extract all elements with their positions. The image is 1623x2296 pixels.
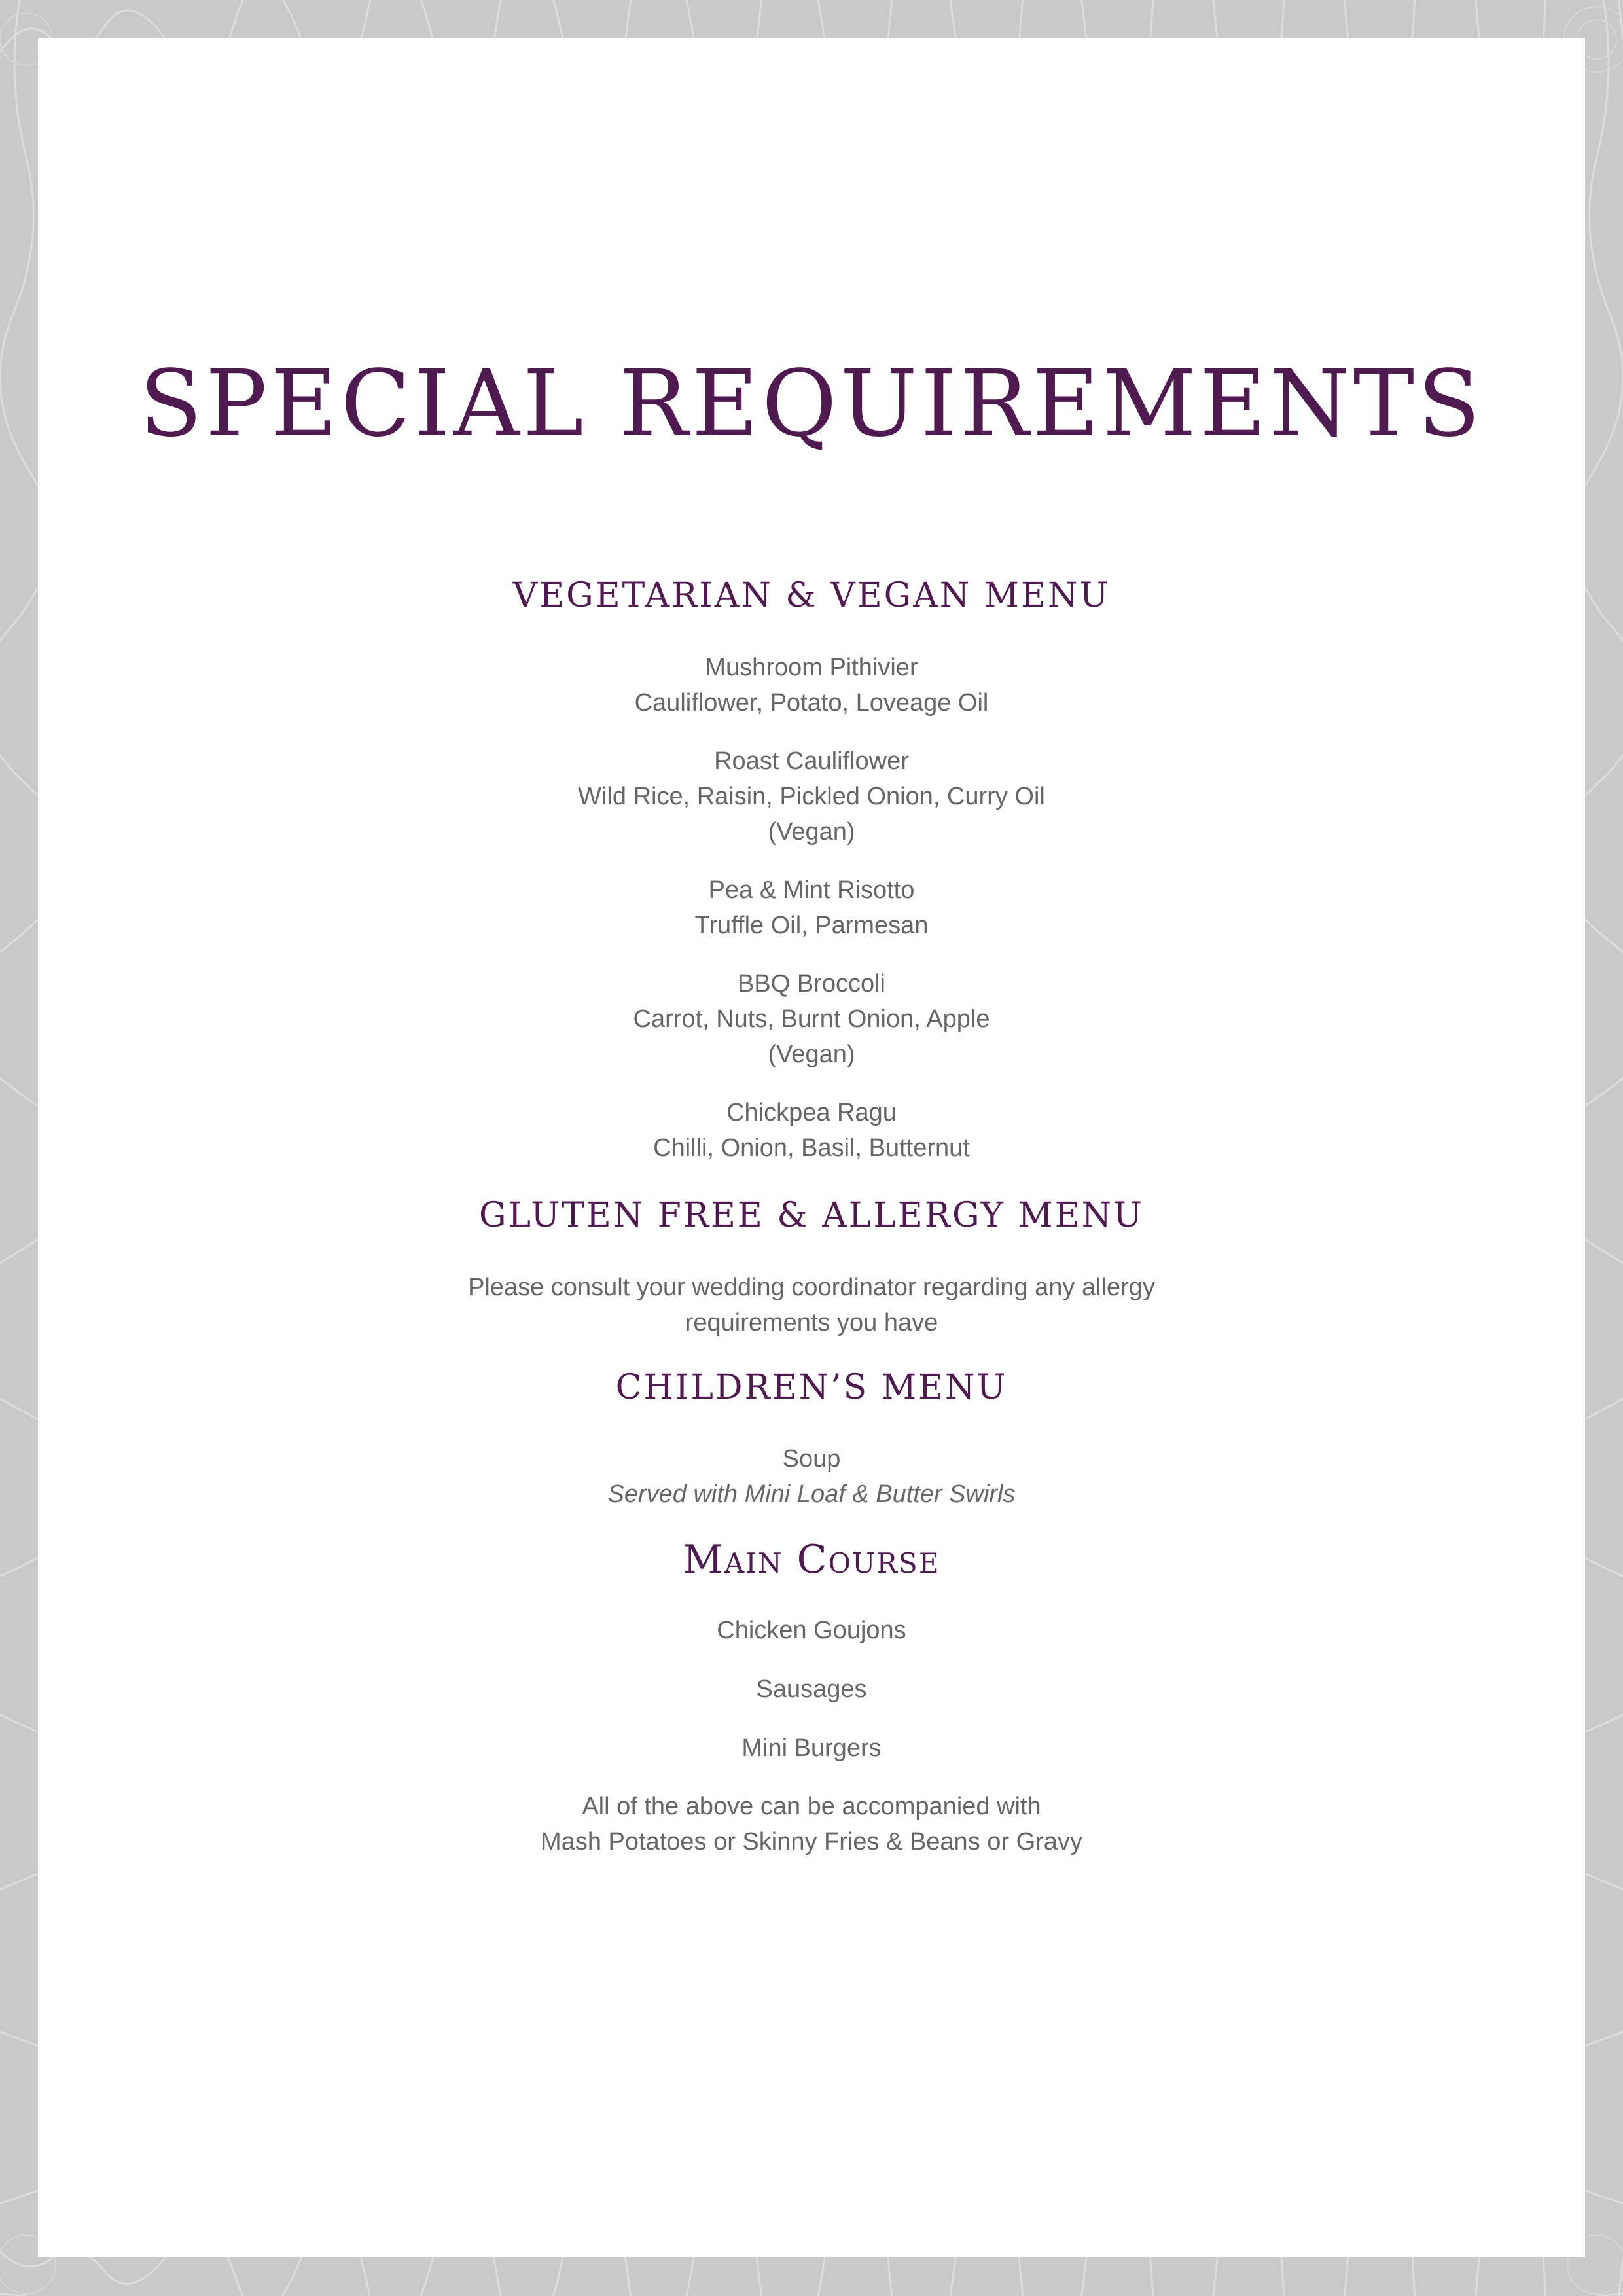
childrens-menu-heading: CHILDREN’S MENU <box>615 1368 1008 1407</box>
menu-item-name: Sausages <box>756 1676 867 1703</box>
gluten-free-text: requirements you have <box>685 1309 938 1336</box>
menu-item-description: Chilli, Onion, Basil, Butternut <box>653 1134 970 1162</box>
menu-item-description: Cauliflower, Potato, Loveage Oil <box>634 689 989 717</box>
main-course-note: Mash Potatoes or Skinny Fries & Beans or Gravy <box>541 1828 1082 1856</box>
main-course-heading: Main Course <box>683 1537 940 1583</box>
menu-item-name: Mushroom Pithivier <box>705 654 918 681</box>
menu-item-name: Chicken Goujons <box>717 1617 906 1644</box>
menu-item-note: (Vegan) <box>768 818 855 846</box>
menu-item-description: Served with Mini Loaf & Butter Swirls <box>607 1480 1016 1508</box>
vegetarian-vegan-heading: VEGETARIAN & VEGAN MENU <box>512 576 1111 615</box>
menu-item-description: Truffle Oil, Parmesan <box>694 912 929 939</box>
menu-item-name: BBQ Broccoli <box>738 970 885 997</box>
menu-item-note: (Vegan) <box>768 1041 855 1068</box>
main-course-note: All of the above can be accompanied with <box>582 1793 1041 1820</box>
menu-item-name: Mini Burgers <box>741 1734 882 1762</box>
gluten-free-text: Please consult your wedding coordinator regarding any allergy <box>468 1274 1155 1301</box>
menu-item-description: Wild Rice, Raisin, Pickled Onion, Curry Oil <box>578 783 1045 810</box>
menu-item-description: Carrot, Nuts, Burnt Onion, Apple <box>633 1005 990 1033</box>
menu-page <box>38 38 1585 2257</box>
page-title: SPECIAL REQUIREMENTS <box>139 351 1484 457</box>
menu-item-name: Pea & Mint Risotto <box>708 876 915 904</box>
gluten-free-heading: GLUTEN FREE & ALLERGY MENU <box>479 1196 1144 1235</box>
menu-item-name: Chickpea Ragu <box>726 1099 897 1126</box>
menu-item-name: Roast Cauliflower <box>714 747 909 775</box>
menu-item-name: Soup <box>782 1445 841 1473</box>
